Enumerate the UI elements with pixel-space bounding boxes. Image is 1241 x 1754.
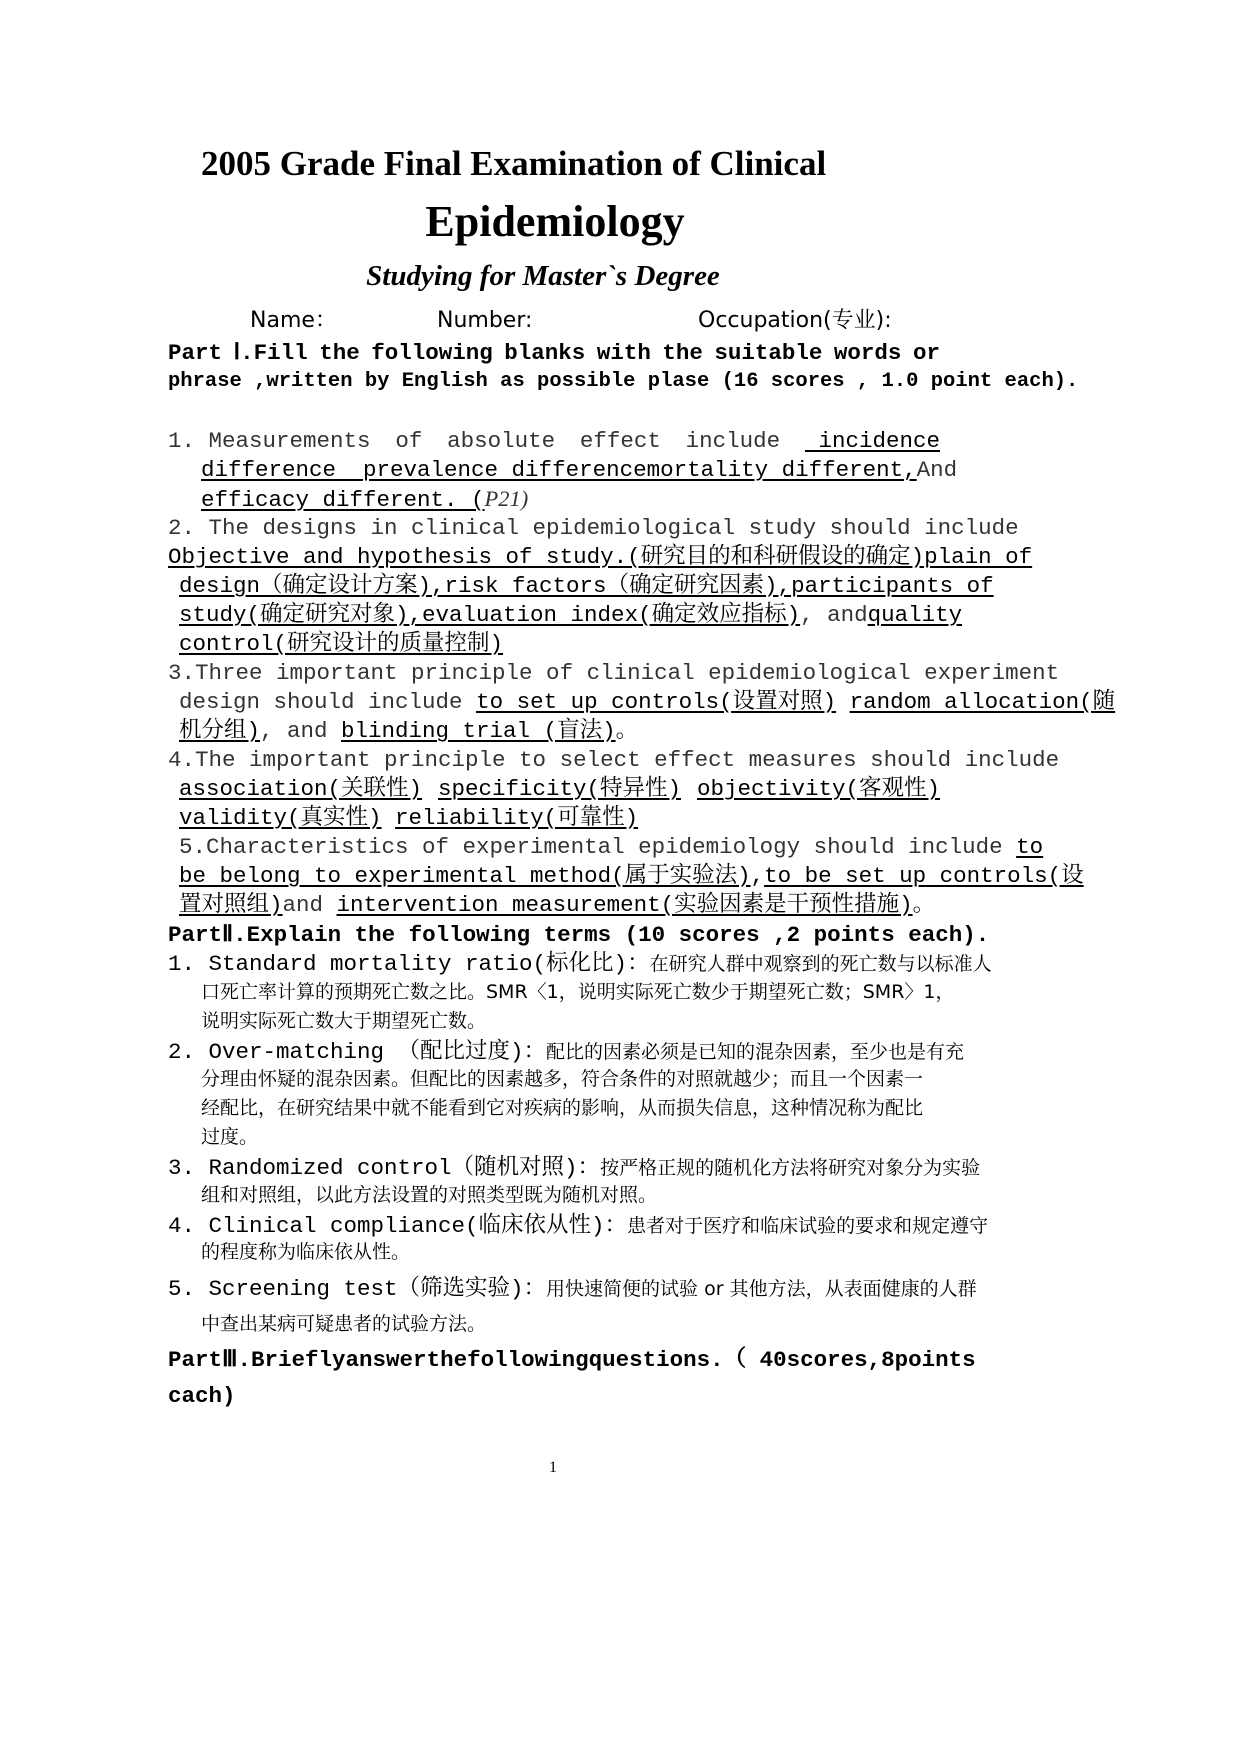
q4-answer-objectivity: objectivity(客观性) — [696, 776, 940, 802]
q2-answer-evaluation: evaluation index(确定效应指标) — [422, 602, 801, 628]
q5-line-3: 置对照组)and intervention measurement(实验因素是干预性措施)。 — [179, 892, 936, 918]
term-5-name: 5. Screening test（筛选实验)： — [168, 1276, 547, 1302]
q3-answer-blinding: blinding trial (盲法) — [341, 718, 616, 744]
q1-line-3 — [201, 488, 528, 512]
term-1-line-2: 口死亡率计算的预期死亡数之比。SMR〈1，说明实际死亡数少于期望死亡数；SMR〉1， — [201, 981, 955, 1003]
term-5-line-2: 中查出某病可疑患者的试验方法。 — [201, 1313, 487, 1335]
term-1-line-3: 说明实际死亡数大于期望死亡数。 — [201, 1010, 487, 1032]
q3-line-3: 机分组), and blinding trial (盲法)。 — [179, 718, 639, 744]
q3-answer-random-cont: 机分组) — [179, 718, 261, 744]
q1-answer-difference: difference — [201, 457, 350, 483]
q5-answer-controls-cont: 置对照组) — [179, 892, 283, 918]
part2-heading: PartⅡ.Explain the following terms (10 scores ,2 points each). — [168, 922, 990, 948]
q2-answer-risk-factors: risk factors（确定研究因素), — [444, 573, 792, 599]
q4-line-3 — [179, 807, 638, 830]
q1-answer-efficacy: efficacy different. ( — [201, 487, 485, 513]
q2-answer-control: control(研究设计的质量控制) — [179, 631, 504, 657]
q5-answer-experimental: be belong to experimental method(属于实验法) — [179, 863, 751, 889]
q3-line-1: 3.Three important principle of clinical epidemiological experiment — [168, 660, 1060, 686]
part1-heading-cont: phrase ,written by English as possible plase (16 scores , 1.0 point each). — [168, 370, 1079, 393]
q2-line-5 — [179, 633, 503, 656]
q1-answer-mortality: mortality different, — [646, 457, 917, 483]
number-label: Number: — [437, 308, 533, 333]
term-2-name: 2. Over-matching （配比过度)： — [168, 1039, 547, 1065]
q2-line-1: 2. The designs in clinical epidemiological study should include — [168, 515, 1019, 541]
q5-answer-controls: to be set up controls(设 — [764, 863, 1084, 889]
term-5-line-1: 5. Screening test（筛选实验)：用快速简便的试验 or 其他方法，从表面健康的人群 — [168, 1276, 977, 1302]
term-2-line-3: 经配比，在研究结果中就不能看到它对疾病的影响，从而损失信息，这种情况称为配比 — [201, 1097, 924, 1119]
term-2-line-1: 2. Over-matching （配比过度)：配比的因素必须是已知的混杂因素，至少也是有充 — [168, 1039, 965, 1065]
q3-answer-random: random allocation(随 — [849, 689, 1116, 715]
part3-heading: PartⅢ.Briefly answer the following questions. （ 40scores,8points — [168, 1347, 976, 1373]
term-1-name: 1. Standard mortality ratio(标化比)： — [168, 951, 650, 977]
term-4-line-1: 4. Clinical compliance(临床依从性)：患者对于医疗和临床试验的要求和规定遵守 — [168, 1213, 989, 1239]
q2-answer-study: study(确定研究对象), — [179, 602, 423, 628]
term-2-line-4: 过度。 — [201, 1126, 259, 1148]
term-2-line-2: 分理由怀疑的混杂因素。但配比的因素越多，符合条件的对照就越少；而且一个因素一 — [201, 1068, 924, 1090]
q4-answer-association: association(关联性) — [179, 776, 423, 802]
term-3-line-1: 3. Randomized control（随机对照)：按严格正规的随机化方法将研究对象分为实验 — [168, 1155, 981, 1181]
q2-answer-participants: participants of — [791, 573, 994, 599]
q4-answer-reliability: reliability(可靠性) — [395, 805, 639, 831]
term-1-line-1: 1. Standard mortality ratio(标化比)：在研究人群中观察到的死亡数与以标准人 — [168, 951, 992, 977]
q4-answer-specificity: specificity(特异性) — [437, 776, 682, 802]
q5-answer-intervention: intervention measurement(实验因素是干预性措施) — [336, 892, 913, 918]
term-4-name: 4. Clinical compliance(临床依从性)： — [168, 1213, 628, 1239]
q3-answer-controls: to set up controls(设置对照) — [476, 689, 837, 715]
q2-line-2 — [168, 544, 1033, 570]
title-line-1: 2005 Grade Final Examination of Clinical — [201, 144, 827, 183]
subtitle: Studying for Master`s Degree — [366, 260, 720, 292]
q1-page-ref: P21) — [484, 486, 529, 511]
name-label: Name： — [250, 308, 337, 333]
term-3-line-2: 组和对照组，以此方法设置的对照类型既为随机对照。 — [201, 1184, 658, 1206]
q5-answer-to: to — [1016, 834, 1044, 860]
q1-answer-prevalence: prevalence difference — [349, 457, 647, 483]
term-3-name: 3. Randomized control（随机对照)： — [168, 1155, 601, 1181]
q2-line-4: study(确定研究对象), evaluation index(确定效应指标), and quality — [179, 602, 963, 628]
q1-answer-incidence: incidence — [804, 428, 940, 454]
q2-answer-plain: plain of — [924, 544, 1033, 570]
q2-answer-objective: Objective and hypothesis of study.(研究目的和科研假设的确定) — [168, 544, 925, 570]
q5-line-2: be belong to experimental method(属于实验法),to be set up controls(设 — [179, 863, 1084, 889]
title-line-2: Epidemiology — [425, 197, 685, 246]
term-4-line-2: 的程度称为临床依从性。 — [201, 1241, 411, 1263]
q3-line-2: design should include to set up controls(设置对照) random allocation(随 — [179, 689, 1116, 715]
occupation-label: Occupation(专业): — [698, 308, 892, 333]
part3-heading-cont: cach) — [168, 1383, 236, 1409]
q4-line-2 — [179, 778, 940, 801]
part1-heading: Part Ⅰ.Fill the following blanks with the suitable words or — [168, 340, 940, 366]
q4-answer-validity: validity(真实性) — [179, 805, 382, 831]
q4-line-1: 4.The important principle to select effect measures should include — [168, 747, 1060, 773]
q1-line-2: difference prevalence difference mortality different, And — [201, 457, 958, 483]
q5-line-1: 5.Characteristics of experimental epidemiology should include to — [179, 834, 1044, 860]
q2-answer-quality: quality — [867, 602, 963, 628]
q1-line-1: 1. Measurements of absolute effect include incidence — [168, 428, 940, 454]
q2-answer-design: design（确定设计方案), — [179, 573, 445, 599]
q2-line-3 — [179, 573, 994, 599]
page-number: 1 — [549, 1459, 557, 1476]
